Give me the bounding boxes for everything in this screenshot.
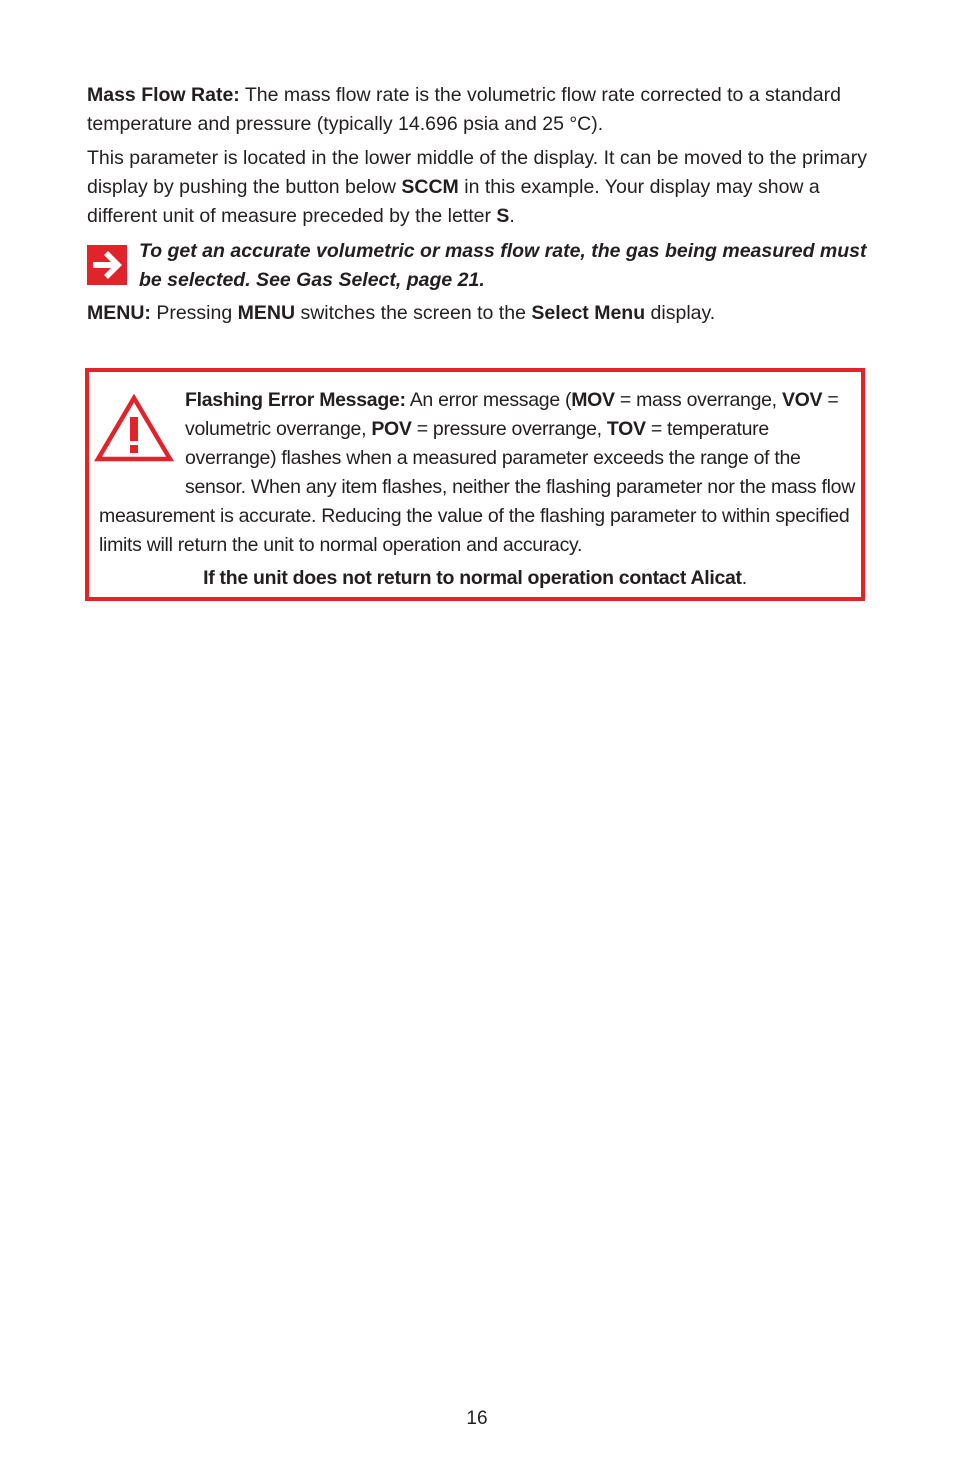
menu-button-label: MENU bbox=[237, 302, 296, 324]
warning-label: Flashing Error Message: bbox=[185, 389, 406, 411]
warning-text-part: An error message ( bbox=[405, 389, 572, 411]
warning-text bbox=[99, 386, 855, 560]
mass-flow-rate-text: The mass flow rate is the volumetric flow rate corrected to a standard temperature and pressure (typically 14.696 psia and 25 °C). bbox=[87, 84, 841, 135]
warning-text-part: = mass overrange, bbox=[614, 389, 782, 411]
page-number: 16 bbox=[466, 1408, 488, 1429]
warning-text-part: = volumetric overrange, bbox=[185, 389, 839, 440]
menu-paragraph bbox=[87, 299, 877, 328]
letter-s-label: S bbox=[496, 205, 510, 227]
menu-label: MENU: bbox=[87, 302, 151, 324]
menu-text: Pressing bbox=[150, 302, 238, 324]
menu-text-end: display. bbox=[645, 302, 716, 324]
mov-label: MOV bbox=[571, 389, 615, 411]
pov-label: POV bbox=[371, 418, 412, 440]
vov-label: VOV bbox=[781, 389, 823, 411]
flashing-error-warning-box bbox=[85, 368, 865, 601]
mass-flow-rate-paragraph bbox=[87, 81, 877, 139]
tov-label: TOV bbox=[606, 418, 646, 440]
warning-text-part: = pressure overrange, bbox=[411, 418, 607, 440]
arrow-right-icon bbox=[87, 245, 127, 285]
note-text: To get an accurate volumetric or mass flow rate, the gas being measured must be selected. See Gas Select, page 21. bbox=[139, 240, 867, 291]
parameter-text-end: . bbox=[509, 205, 515, 227]
warning-footer bbox=[89, 564, 861, 593]
sccm-label: SCCM bbox=[401, 176, 459, 198]
select-menu-label: Select Menu bbox=[531, 302, 646, 324]
parameter-text: This parameter is located in the lower middle of the display. It can be moved to the primary display by pushing the button below bbox=[87, 147, 868, 198]
menu-text-continued: switches the screen to the bbox=[295, 302, 532, 324]
warning-footer-end: . bbox=[741, 567, 747, 589]
parameter-text-continued: in this example. Your display may show a different unit of measure preceded by the letter bbox=[87, 176, 820, 227]
mass-flow-rate-label: Mass Flow Rate: bbox=[87, 84, 240, 106]
contact-alicat-text: If the unit does not return to normal operation contact Alicat bbox=[203, 567, 742, 589]
parameter-location-paragraph bbox=[87, 144, 877, 231]
warning-text-part: = temperature overrange) flashes when a measured parameter exceeds the range of the sensor. When any item flashes, neither the flashing parameter nor the mass flow measurement is accurate. Reducing the value of the flashing parameter to within specified limits will return the unit to normal operation and accuracy. bbox=[99, 418, 855, 556]
